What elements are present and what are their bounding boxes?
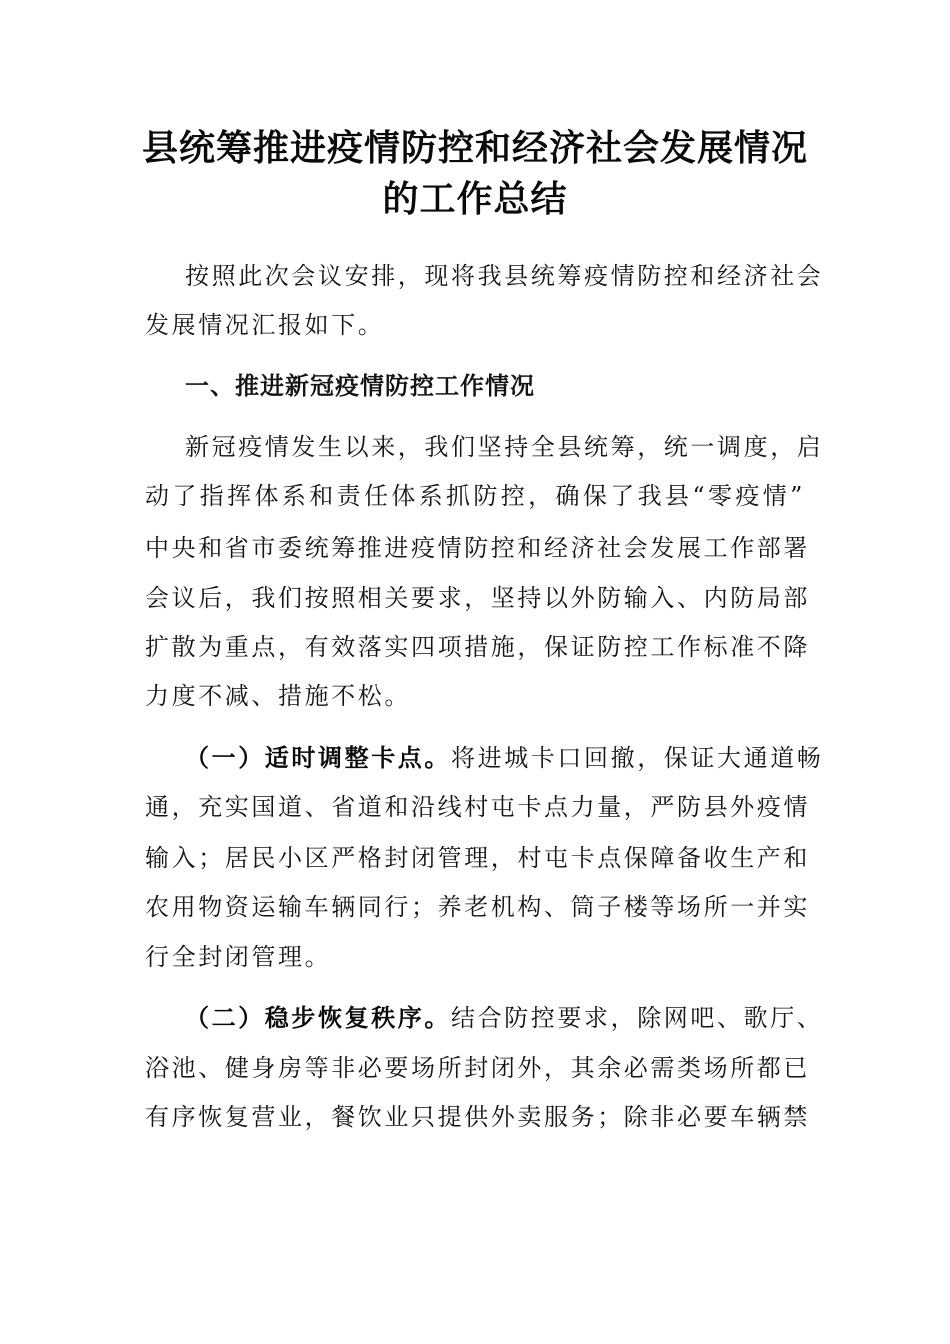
item2-label: （二）稳步恢复秩序。 (185, 1003, 451, 1032)
item2-line-2: 浴池、健身房等非必要场所封闭外，其余必需类场所都已 (145, 1054, 810, 1082)
section-heading-1: 一、推进新冠疫情防控工作情况 (185, 372, 535, 400)
item1-label: （一）适时调整卡点。 (185, 743, 451, 772)
item1-line-3: 输入；居民小区严格封闭管理，村屯卡点保障备收生产和 (145, 844, 810, 872)
section1-line-1: 新冠疫情发生以来，我们坚持全县统筹，统一调度，启 (185, 433, 824, 461)
item2-line-3: 有序恢复营业，餐饮业只提供外卖服务；除非必要车辆禁 (145, 1103, 810, 1131)
item1-line-2: 通，充实国道、省道和沿线村屯卡点力量，严防县外疫情 (145, 793, 810, 821)
item1-line-5: 行全封闭管理。 (145, 943, 332, 971)
document-title-line-2: 的工作总结 (382, 178, 568, 220)
document-title-line-1: 县统筹推进疫情防控和经济社会发展情况 (141, 127, 808, 169)
section1-line-4: 会议后，我们按照相关要求，坚持以外防输入、内防局部 (145, 584, 810, 612)
item1-first-line (185, 738, 824, 778)
item2-first-line-text: 结合防控要求，除网吧、歌厅、 (451, 1004, 824, 1032)
item1-first-line-text: 将进城卡口回撤，保证大通道畅 (451, 744, 824, 772)
section1-line-6: 力度不减、措施不松。 (145, 682, 411, 710)
section1-line-3: 中央和省市委统筹推进疫情防控和经济社会发展工作部署 (145, 534, 810, 562)
section1-line-5: 扩散为重点，有效落实四项措施，保证防控工作标准不降 (145, 633, 810, 661)
item1-line-4: 农用物资运输车辆同行；养老机构、筒子楼等场所一并实 (145, 893, 810, 921)
intro-line-1: 按照此次会议安排，现将我县统筹疫情防控和经济社会 (185, 262, 824, 290)
section1-line-2: 动了指挥体系和责任体系抓防控，确保了我县“零疫情” (145, 482, 805, 510)
intro-line-2: 发展情况汇报如下。 (145, 311, 385, 339)
item2-first-line (185, 998, 824, 1038)
